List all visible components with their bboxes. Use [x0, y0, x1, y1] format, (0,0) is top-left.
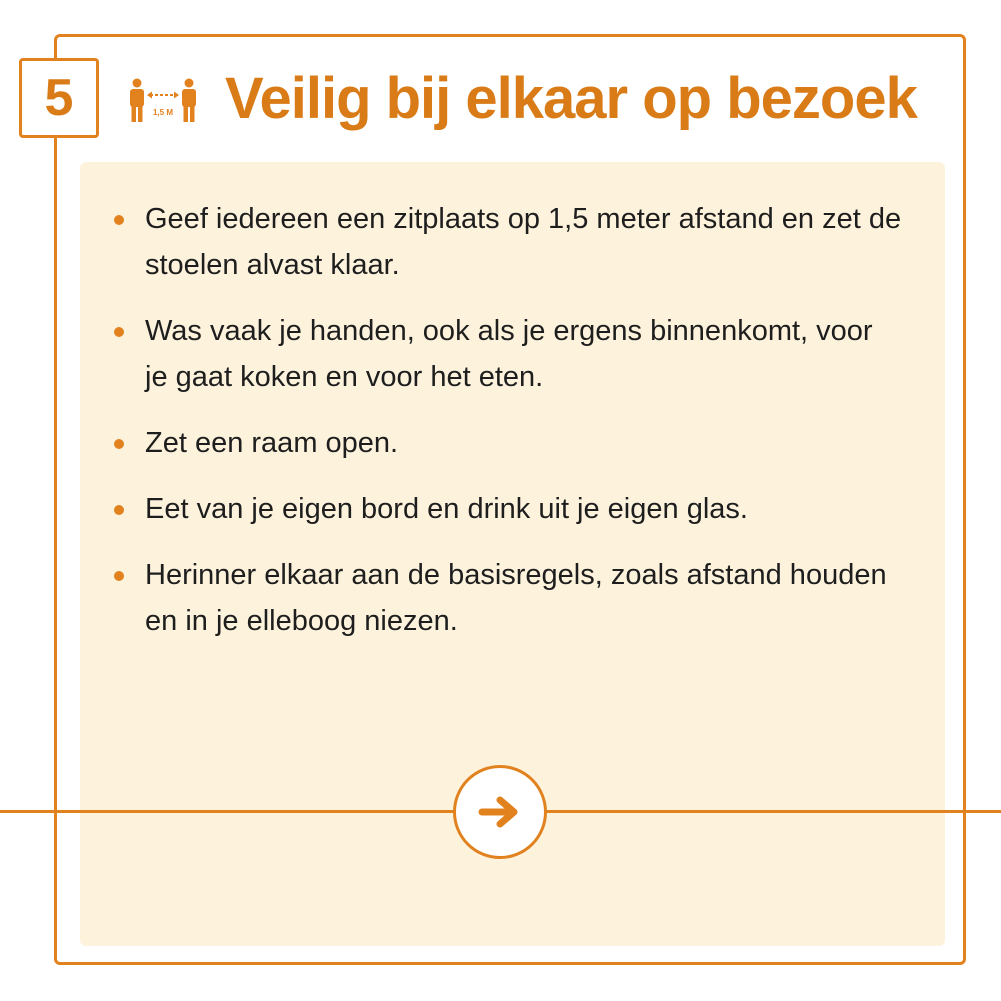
tip-text: Herinner elkaar aan de basisregels, zoals afstand houden en in je elleboog niezen.: [145, 559, 887, 637]
social-distance-icon: [126, 78, 200, 124]
step-number-badge: [19, 58, 99, 138]
tip-text: Eet van je eigen bord en drink uit je eigen glas.: [145, 493, 748, 525]
distance-label: 1,5 M: [152, 108, 174, 117]
list-item: [112, 420, 902, 466]
tip-text: Geef iedereen een zitplaats op 1,5 meter afstand en zet de stoelen alvast klaar.: [145, 203, 902, 281]
list-item: [112, 486, 902, 532]
list-item: [112, 308, 902, 400]
list-item: [112, 552, 902, 644]
list-item: [112, 196, 902, 288]
bullet-icon: [114, 439, 124, 449]
tips-list: [112, 196, 902, 664]
arrow-right-icon: [478, 795, 522, 829]
tip-text: Zet een raam open.: [145, 427, 399, 459]
bullet-icon: [114, 505, 124, 515]
bullet-icon: [114, 327, 124, 337]
bullet-icon: [114, 571, 124, 581]
step-number: 5: [44, 69, 74, 127]
next-button[interactable]: [453, 765, 547, 859]
tip-text: Was vaak je handen, ook als je ergens binnenkomt, voor je gaat koken en voor het eten.: [145, 315, 873, 393]
bullet-icon: [114, 215, 124, 225]
page-title: Veilig bij elkaar op bezoek: [225, 66, 917, 131]
